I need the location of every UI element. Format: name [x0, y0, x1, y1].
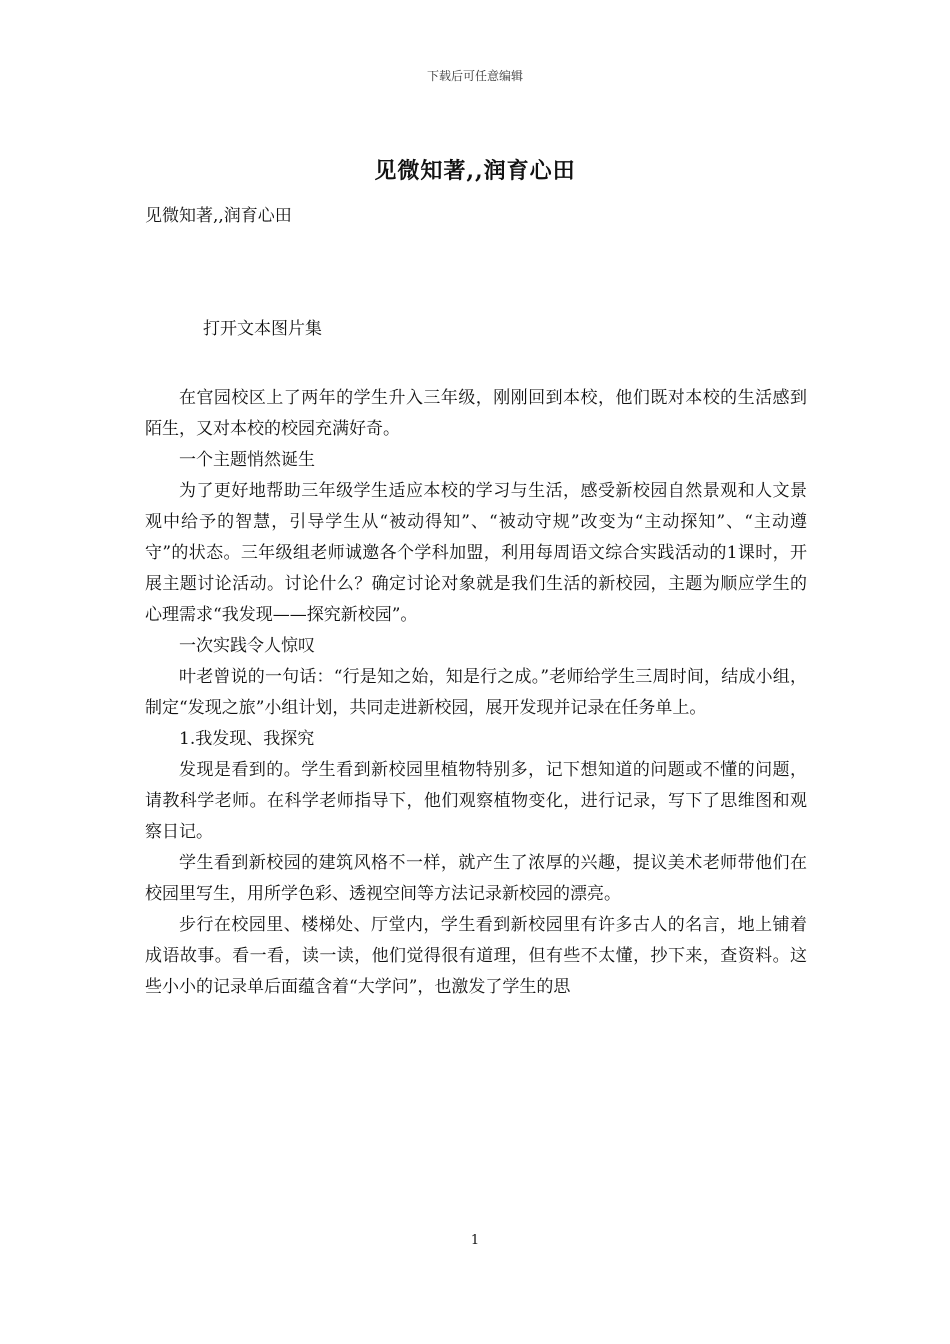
- page-number: 1: [470, 1233, 480, 1248]
- paragraph: 发现是看到的。学生看到新校园里植物特别多，记下想知道的问题或不懂的问题，请教科学老师。在科学老师指导下，他们观察植物变化，进行记录，写下了思维图和观察日记。: [145, 760, 807, 842]
- section-heading: 一次实践令人惊叹: [179, 636, 315, 656]
- document-subtitle: 见微知著,,润育心田: [145, 206, 292, 226]
- subsection-heading: 1.我发现、我探究: [179, 729, 315, 749]
- paragraph: 步行在校园里、楼梯处、厅堂内，学生看到新校园里有许多古人的名言，地上铺着成语故事。看一看，读一读，他们觉得很有道理，但有些不太懂，抄下来，查资料。这些小小的记录单后面蕴含着“大学问”，也激发了学生的思: [145, 915, 807, 997]
- paragraph: 在官园校区上了两年的学生升入三年级，刚刚回到本校，他们既对本校的生活感到陌生，又对本校的校园充满好奇。: [145, 388, 807, 439]
- section-heading: 一个主题悄然诞生: [179, 450, 315, 470]
- paragraph: 叶老曾说的一句话：“行是知之始，知是行之成。”老师给学生三周时间，结成小组，制定“发现之旅”小组计划，共同走进新校园，展开发现并记录在任务单上。: [145, 667, 807, 718]
- document-title: 见微知著,,润育心田: [374, 158, 576, 184]
- paragraph: 学生看到新校园的建筑风格不一样，就产生了浓厚的兴趣，提议美术老师带他们在校园里写生，用所学色彩、透视空间等方法记录新校园的漂亮。: [145, 853, 807, 904]
- document-body: [145, 383, 807, 1003]
- open-image-gallery-link[interactable]: 打开文本图片集: [203, 319, 322, 339]
- paragraph: 为了更好地帮助三年级学生适应本校的学习与生活，感受新校园自然景观和人文景观中给予的智慧，引导学生从“被动得知”、“被动守规”改变为“主动探知”、“主动遵守”的状态。三年级组老师诚邀各个学科加盟，利用每周语文综合实践活动的1课时，开展主题讨论活动。讨论什么？确定讨论对象就是我们生活的新校园，主题为顺应学生的心理需求“我发现——探究新校园”。: [145, 481, 807, 625]
- header-note: 下载后可任意编辑: [426, 69, 523, 83]
